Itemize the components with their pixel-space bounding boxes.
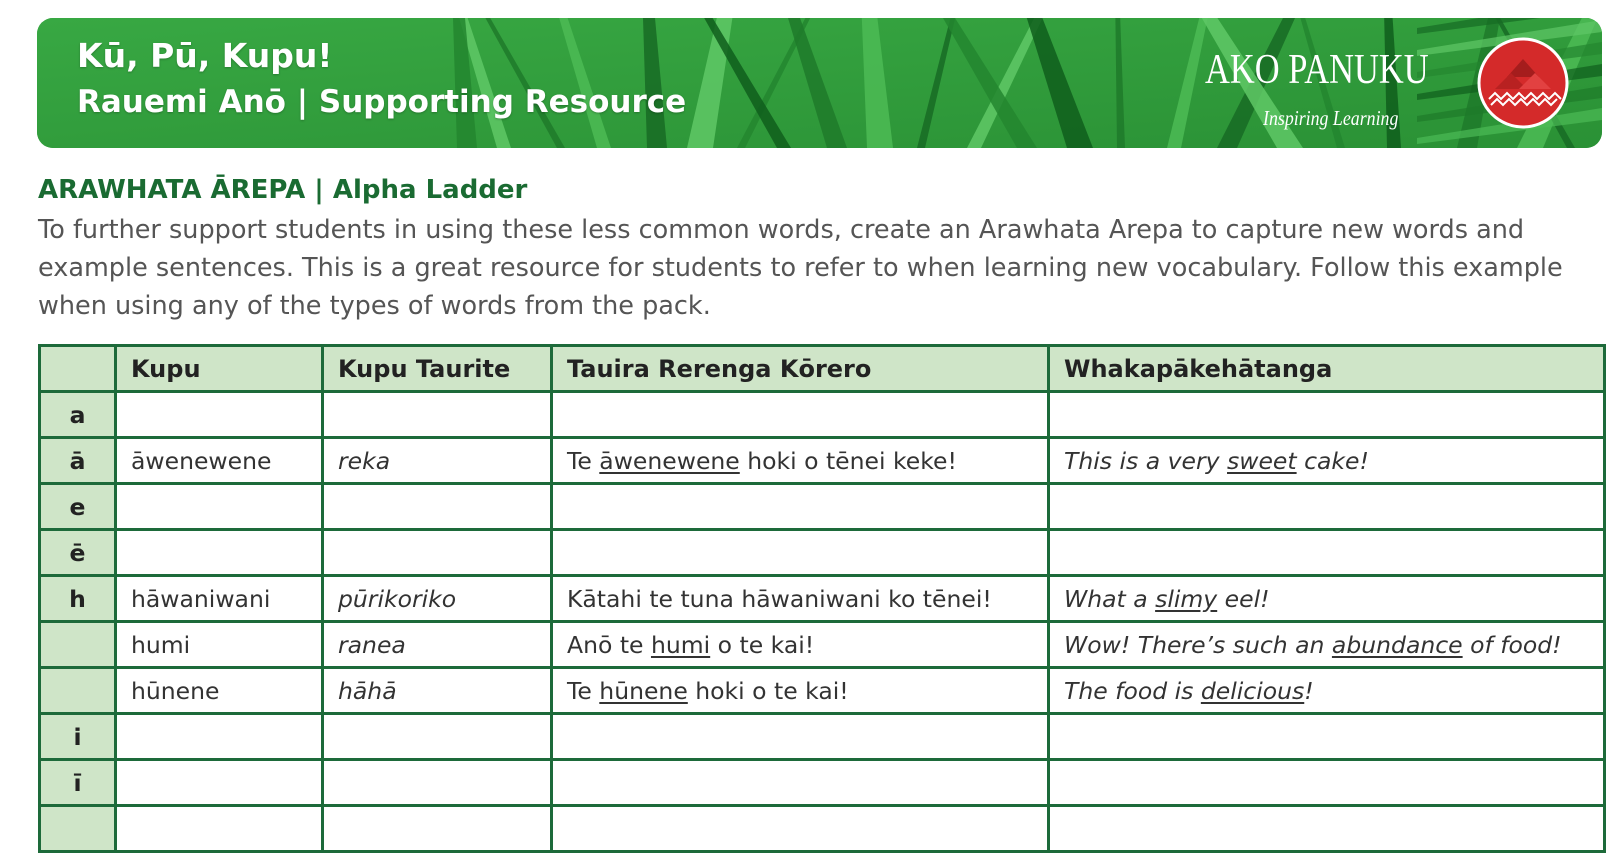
whakapakehatanga-column-header: Whakapākehātanga — [1049, 346, 1605, 392]
table-row — [40, 622, 1605, 668]
letter-cell: h — [40, 576, 116, 622]
translation-text: This is a very — [1064, 446, 1228, 475]
translation-text: cake! — [1296, 446, 1369, 475]
highlighted-translation: sweet — [1227, 446, 1297, 475]
banner-subtitle: Rauemi Anō | Supporting Resource — [77, 84, 687, 120]
translation-text: of food! — [1462, 630, 1562, 659]
tauira-cell — [552, 806, 1049, 852]
kupu-taurite-cell — [323, 760, 552, 806]
sentence-text: Kātahi te tuna hāwaniwani ko tēnei! — [567, 584, 992, 613]
kupu-taurite-column-header: Kupu Taurite — [323, 346, 552, 392]
table-row — [40, 668, 1605, 714]
tauira-cell — [552, 530, 1049, 576]
ako-panuku-badge-icon — [1477, 37, 1569, 129]
kupu-taurite-cell — [323, 392, 552, 438]
whakapakehatanga-cell — [1049, 438, 1605, 484]
translation-text: eel! — [1217, 584, 1270, 613]
kupu-cell — [116, 714, 323, 760]
table-row — [40, 438, 1605, 484]
kupu-taurite-cell — [323, 714, 552, 760]
tauira-cell — [552, 576, 1049, 622]
kupu-taurite-cell: pūrikoriko — [323, 576, 552, 622]
section-heading: ARAWHATA ĀREPA | Alpha Ladder — [38, 175, 528, 205]
kupu-taurite-cell: hāhā — [323, 668, 552, 714]
translation-text: The food is — [1064, 676, 1201, 705]
kupu-cell — [116, 760, 323, 806]
kupu-cell: humi — [116, 622, 323, 668]
kupu-cell — [116, 806, 323, 852]
tauira-column-header: Tauira Rerenga Kōrero — [552, 346, 1049, 392]
table-row — [40, 576, 1605, 622]
ako-panuku-logo-text: AKO PANUKU — [1205, 47, 1429, 93]
kupu-cell — [116, 530, 323, 576]
tauira-cell — [552, 714, 1049, 760]
kupu-taurite-cell — [323, 484, 552, 530]
tauira-cell — [552, 622, 1049, 668]
intro-paragraph: To further support students in using these less common words, create an Arawhata Arepa to capture new words and example sentences. This is a great resource for students to refer to when learning new vocabulary. Follow this example when using any of the types of words from the pack. — [38, 215, 1563, 321]
sentence-text: Te — [567, 446, 600, 475]
table-row — [40, 484, 1605, 530]
whakapakehatanga-cell — [1049, 530, 1605, 576]
banner-title: Kū, Pū, Kupu! — [77, 36, 333, 75]
tauira-cell — [552, 760, 1049, 806]
tauira-cell — [552, 392, 1049, 438]
whakapakehatanga-cell — [1049, 576, 1605, 622]
kupu-column-header: Kupu — [116, 346, 323, 392]
kupu-taurite-cell: reka — [323, 438, 552, 484]
highlighted-word: humi — [650, 630, 711, 659]
tauira-cell — [552, 484, 1049, 530]
table-row — [40, 806, 1605, 852]
kupu-taurite-cell — [323, 806, 552, 852]
table-row — [40, 714, 1605, 760]
kupu-cell — [116, 484, 323, 530]
letter-column-header — [40, 346, 116, 392]
translation-text: What a — [1064, 584, 1156, 613]
kupu-taurite-cell: ranea — [323, 622, 552, 668]
letter-cell: i — [40, 714, 116, 760]
sentence-text: Te — [567, 676, 600, 705]
letter-cell: a — [40, 392, 116, 438]
highlighted-translation: delicious — [1200, 676, 1305, 705]
header-banner — [37, 18, 1602, 148]
kupu-taurite-cell — [323, 530, 552, 576]
letter-cell: ī — [40, 760, 116, 806]
kupu-cell: hāwaniwani — [116, 576, 323, 622]
letter-cell: ā — [40, 438, 116, 484]
whakapakehatanga-cell — [1049, 806, 1605, 852]
table-row — [40, 392, 1605, 438]
translation-text: ! — [1304, 676, 1314, 705]
whakapakehatanga-cell — [1049, 484, 1605, 530]
alpha-ladder-table — [38, 344, 1606, 853]
table-header-row — [40, 346, 1605, 392]
letter-cell — [40, 668, 116, 714]
whakapakehatanga-cell — [1049, 392, 1605, 438]
whakapakehatanga-cell — [1049, 760, 1605, 806]
highlighted-translation: slimy — [1155, 584, 1218, 613]
kupu-cell: hūnene — [116, 668, 323, 714]
whakapakehatanga-cell — [1049, 622, 1605, 668]
highlighted-word: āwenewene — [599, 446, 740, 475]
tauira-cell — [552, 438, 1049, 484]
table-row — [40, 530, 1605, 576]
whakapakehatanga-cell — [1049, 714, 1605, 760]
letter-cell: e — [40, 484, 116, 530]
letter-cell: ē — [40, 530, 116, 576]
letter-cell — [40, 622, 116, 668]
kupu-cell: āwenewene — [116, 438, 323, 484]
kupu-cell — [116, 392, 323, 438]
tauira-cell — [552, 668, 1049, 714]
sentence-text: o te kai! — [710, 630, 815, 659]
highlighted-word: hūnene — [599, 676, 688, 705]
highlighted-translation: abundance — [1331, 630, 1463, 659]
translation-text: Wow! There’s such an — [1064, 630, 1332, 659]
sentence-text: hoki o te kai! — [687, 676, 849, 705]
sentence-text: hoki o tēnei keke! — [739, 446, 957, 475]
letter-cell — [40, 806, 116, 852]
table-row — [40, 760, 1605, 806]
sentence-text: Anō te — [567, 630, 651, 659]
logo-tagline: Inspiring Learning — [1263, 106, 1399, 130]
whakapakehatanga-cell — [1049, 668, 1605, 714]
